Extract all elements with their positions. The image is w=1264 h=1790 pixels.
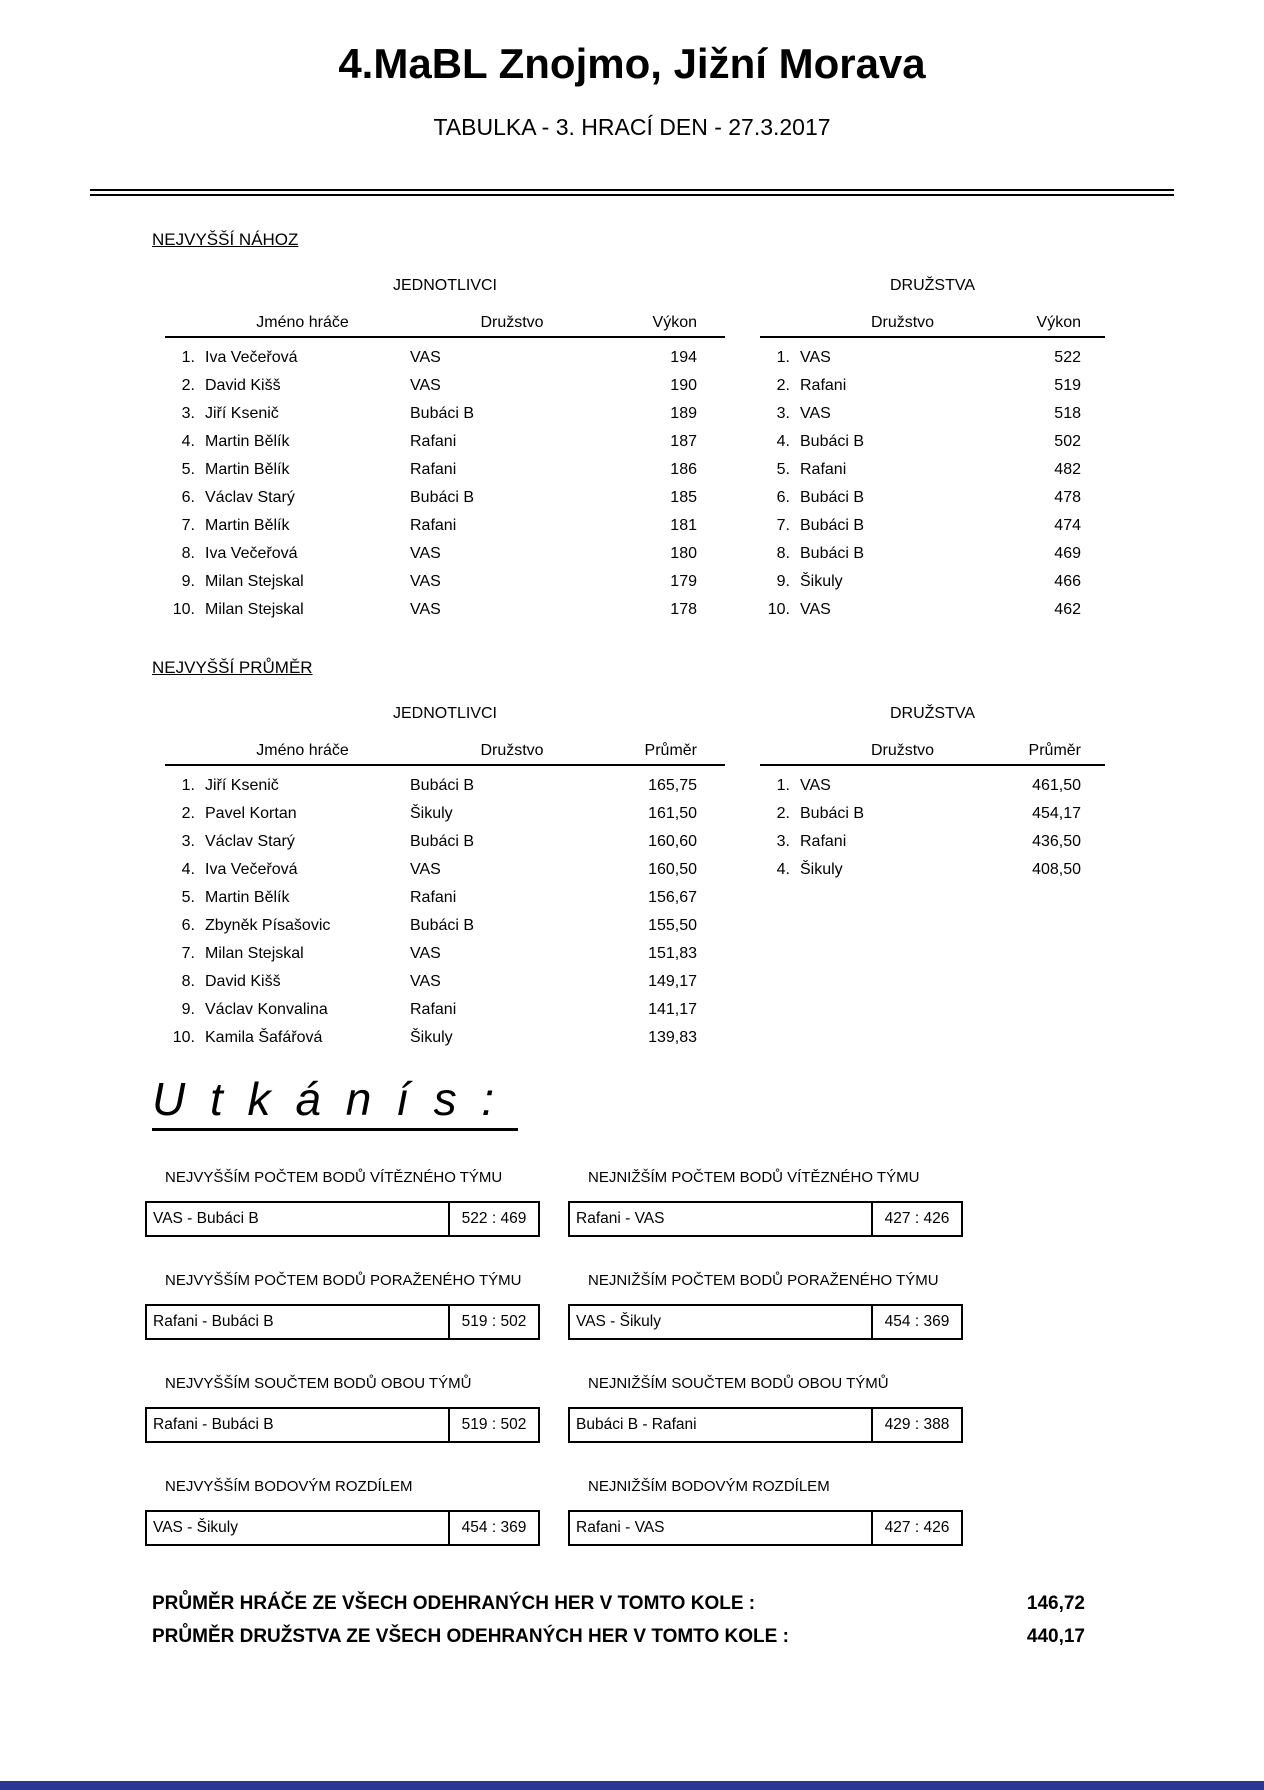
player-name-cell: Martin Bělík <box>205 889 290 907</box>
table-title: JEDNOTLIVCI <box>392 277 497 295</box>
rank-cell: 5. <box>776 461 790 479</box>
value-cell: 161,50 <box>648 805 697 823</box>
table-row <box>165 800 725 828</box>
rank-cell: 10. <box>172 1029 195 1047</box>
rank-cell: 7. <box>181 517 195 535</box>
table-row <box>165 484 725 512</box>
team-cell: Rafani <box>410 889 457 907</box>
rank-cell: 1. <box>181 777 195 795</box>
value-cell: 149,17 <box>648 973 697 991</box>
rank-cell: 6. <box>181 489 195 507</box>
table-row <box>165 828 725 856</box>
team-cell: Rafani <box>800 461 847 479</box>
value-cell: 502 <box>1054 433 1081 451</box>
rank-cell: 9. <box>776 573 790 591</box>
section-heading-prumer: NEJVYŠŠÍ PRŮMĚR <box>152 658 313 678</box>
table-row <box>760 400 1105 428</box>
rank-cell: 2. <box>181 805 195 823</box>
column-header-value: Průměr <box>644 742 697 760</box>
value-cell: 178 <box>670 601 697 619</box>
table-row <box>165 968 725 996</box>
match-stat-box <box>568 1304 963 1340</box>
column-header-name: Jméno hráče <box>256 314 349 332</box>
value-cell: 478 <box>1054 489 1081 507</box>
value-cell: 462 <box>1054 601 1081 619</box>
player-name-cell: David Kišš <box>205 377 281 395</box>
table-row <box>760 512 1105 540</box>
nahoz-tables <box>165 250 1264 624</box>
player-name-cell: Václav Konvalina <box>205 1001 328 1019</box>
match-score: 454 : 369 <box>448 1512 538 1544</box>
prumer-tables <box>165 678 1264 1052</box>
team-cell: Bubáci B <box>410 405 475 423</box>
team-cell: Rafani <box>410 461 457 479</box>
rank-cell: 3. <box>776 833 790 851</box>
table-row <box>760 828 1105 856</box>
table-row <box>165 856 725 884</box>
match-teams: VAS - Šikuly <box>153 1519 238 1537</box>
player-name-cell: Martin Bělík <box>205 461 290 479</box>
match-stat-label: NEJNIŽŠÍM POČTEM BODŮ PORAŽENÉHO TÝMU <box>588 1272 939 1290</box>
team-cell: Bubáci B <box>800 805 865 823</box>
match-stat-box <box>145 1201 540 1237</box>
rank-cell: 3. <box>181 405 195 423</box>
team-cell: Šikuly <box>410 1029 453 1047</box>
team-cell: VAS <box>410 377 441 395</box>
value-cell: 160,60 <box>648 833 697 851</box>
table-title: DRUŽSTVA <box>889 277 976 295</box>
value-cell: 466 <box>1054 573 1081 591</box>
team-cell: Bubáci B <box>800 545 865 563</box>
rank-cell: 7. <box>776 517 790 535</box>
value-cell: 461,50 <box>1032 777 1081 795</box>
rank-cell: 3. <box>181 833 195 851</box>
table-row <box>165 400 725 428</box>
value-cell: 181 <box>670 517 697 535</box>
player-name-cell: Milan Stejskal <box>205 601 304 619</box>
table-title: JEDNOTLIVCI <box>392 705 497 723</box>
match-teams: Bubáci B - Rafani <box>576 1416 697 1434</box>
value-cell: 180 <box>670 545 697 563</box>
column-header-value: Průměr <box>1028 742 1081 760</box>
rank-cell: 1. <box>776 777 790 795</box>
team-cell: Rafani <box>800 377 847 395</box>
value-cell: 454,17 <box>1032 805 1081 823</box>
table-row <box>760 428 1105 456</box>
value-cell: 186 <box>670 461 697 479</box>
value-cell: 469 <box>1054 545 1081 563</box>
match-stat-cell <box>568 1375 963 1443</box>
match-stat-label: NEJNIŽŠÍM SOUČTEM BODŮ OBOU TÝMŮ <box>588 1375 889 1393</box>
team-cell: Bubáci B <box>800 517 865 535</box>
table-row <box>760 856 1105 884</box>
team-cell: Šikuly <box>800 861 843 879</box>
player-name-cell: Milan Stejskal <box>205 573 304 591</box>
match-stat-box <box>145 1510 540 1546</box>
rank-cell: 8. <box>776 545 790 563</box>
table-row <box>165 512 725 540</box>
match-teams: Rafani - Bubáci B <box>153 1416 274 1434</box>
team-cell: Bubáci B <box>410 777 475 795</box>
doc-header <box>90 0 1174 139</box>
section-heading-utkani: U t k á n í s : <box>152 1076 518 1131</box>
table-body <box>165 766 725 1052</box>
value-cell: 165,75 <box>648 777 697 795</box>
match-score: 519 : 502 <box>448 1409 538 1441</box>
column-header-value: Výkon <box>652 314 697 332</box>
match-score: 427 : 426 <box>871 1203 961 1235</box>
value-cell: 519 <box>1054 377 1081 395</box>
player-name-cell: Václav Starý <box>205 833 295 851</box>
rank-cell: 9. <box>181 573 195 591</box>
table-body <box>760 766 1105 884</box>
column-header-name: Jméno hráče <box>256 742 349 760</box>
player-name-cell: Pavel Kortan <box>205 805 297 823</box>
divider-double-rule <box>90 189 1174 196</box>
table-row <box>165 772 725 800</box>
value-cell: 156,67 <box>648 889 697 907</box>
table-row <box>760 772 1105 800</box>
match-stat-label: NEJNIŽŠÍM BODOVÝM ROZDÍLEM <box>588 1478 830 1496</box>
value-cell: 408,50 <box>1032 861 1081 879</box>
table-header-row <box>165 313 725 338</box>
player-name-cell: Martin Bělík <box>205 433 290 451</box>
team-cell: Šikuly <box>410 805 453 823</box>
match-stat-cell <box>568 1272 963 1340</box>
rank-cell: 9. <box>181 1001 195 1019</box>
value-cell: 187 <box>670 433 697 451</box>
value-cell: 185 <box>670 489 697 507</box>
table-row <box>760 540 1105 568</box>
rank-cell: 2. <box>776 805 790 823</box>
utkani-boxes <box>145 1169 1264 1546</box>
player-name-cell: David Kišš <box>205 973 281 991</box>
match-stat-label: NEJVYŠŠÍM POČTEM BODŮ VÍTĚZNÉHO TÝMU <box>165 1169 503 1187</box>
team-cell: Rafani <box>410 1001 457 1019</box>
team-cell: Bubáci B <box>800 489 865 507</box>
team-cell: VAS <box>800 777 831 795</box>
match-teams: Rafani - VAS <box>576 1210 665 1228</box>
prumer-individuals-table <box>165 678 725 1052</box>
value-cell: 160,50 <box>648 861 697 879</box>
column-header-team: Družstvo <box>480 742 544 760</box>
summary-value: 440,17 <box>1026 1626 1085 1648</box>
player-name-cell: Milan Stejskal <box>205 945 304 963</box>
match-stat-cell <box>145 1272 540 1340</box>
player-name-cell: Iva Večeřová <box>205 545 298 563</box>
table-row <box>760 484 1105 512</box>
summary-block <box>152 1592 1085 1649</box>
rank-cell: 4. <box>181 433 195 451</box>
footer-bar <box>0 1781 1264 1790</box>
rank-cell: 5. <box>181 461 195 479</box>
value-cell: 139,83 <box>648 1029 697 1047</box>
match-score: 519 : 502 <box>448 1306 538 1338</box>
match-score: 429 : 388 <box>871 1409 961 1441</box>
team-cell: VAS <box>410 601 441 619</box>
table-row <box>165 568 725 596</box>
table-row <box>165 596 725 624</box>
column-header-team: Družstvo <box>480 314 544 332</box>
rank-cell: 8. <box>181 973 195 991</box>
value-cell: 474 <box>1054 517 1081 535</box>
team-cell: Bubáci B <box>800 433 865 451</box>
player-name-cell: Martin Bělík <box>205 517 290 535</box>
table-row <box>165 344 725 372</box>
value-cell: 141,17 <box>648 1001 697 1019</box>
table-row <box>760 800 1105 828</box>
table-row <box>165 912 725 940</box>
rank-cell: 4. <box>776 861 790 879</box>
value-cell: 190 <box>670 377 697 395</box>
rank-cell: 1. <box>776 349 790 367</box>
table-body <box>760 338 1105 624</box>
match-score: 427 : 426 <box>871 1512 961 1544</box>
rank-cell: 4. <box>181 861 195 879</box>
match-stat-box <box>568 1510 963 1546</box>
table-header-row <box>760 313 1105 338</box>
match-teams: VAS - Bubáci B <box>153 1210 259 1228</box>
rank-cell: 8. <box>181 545 195 563</box>
nahoz-individuals-table <box>165 250 725 624</box>
rank-cell: 10. <box>767 601 790 619</box>
table-row <box>760 568 1105 596</box>
match-teams: VAS - Šikuly <box>576 1313 661 1331</box>
rank-cell: 6. <box>181 917 195 935</box>
match-stat-box <box>568 1201 963 1237</box>
team-cell: Bubáci B <box>410 917 475 935</box>
summary-row <box>152 1625 1085 1649</box>
team-cell: Rafani <box>410 517 457 535</box>
team-cell: VAS <box>800 601 831 619</box>
value-cell: 522 <box>1054 349 1081 367</box>
match-stat-label: NEJVYŠŠÍM BODOVÝM ROZDÍLEM <box>165 1478 413 1496</box>
table-row <box>165 372 725 400</box>
team-cell: Šikuly <box>800 573 843 591</box>
team-cell: Rafani <box>410 433 457 451</box>
summary-label: PRŮMĚR HRÁČE ZE VŠECH ODEHRANÝCH HER V TOMTO KOLE : <box>152 1593 756 1615</box>
value-cell: 518 <box>1054 405 1081 423</box>
column-header-value: Výkon <box>1036 314 1081 332</box>
summary-label: PRŮMĚR DRUŽSTVA ZE VŠECH ODEHRANÝCH HER V TOMTO KOLE : <box>152 1626 789 1648</box>
column-header-team: Družstvo <box>870 742 935 760</box>
table-row <box>165 884 725 912</box>
match-stat-label: NEJVYŠŠÍM POČTEM BODŮ PORAŽENÉHO TÝMU <box>165 1272 522 1290</box>
match-stat-label: NEJVYŠŠÍM SOUČTEM BODŮ OBOU TÝMŮ <box>165 1375 472 1393</box>
table-row <box>165 1024 725 1052</box>
prumer-teams-table <box>760 678 1105 884</box>
match-stat-cell <box>145 1169 540 1237</box>
match-stat-label: NEJNIŽŠÍM POČTEM BODŮ VÍTĚZNÉHO TÝMU <box>588 1169 920 1187</box>
player-name-cell: Zbyněk Písašovic <box>205 917 331 935</box>
value-cell: 194 <box>670 349 697 367</box>
nahoz-teams-table <box>760 250 1105 624</box>
value-cell: 151,83 <box>648 945 697 963</box>
match-score: 522 : 469 <box>448 1203 538 1235</box>
table-body <box>165 338 725 624</box>
player-name-cell: Iva Večeřová <box>205 349 298 367</box>
table-title: DRUŽSTVA <box>889 705 976 723</box>
rank-cell: 1. <box>181 349 195 367</box>
table-row <box>165 940 725 968</box>
value-cell: 189 <box>670 405 697 423</box>
team-cell: VAS <box>410 349 441 367</box>
match-stat-box <box>145 1304 540 1340</box>
team-cell: VAS <box>410 945 441 963</box>
match-stat-cell <box>145 1478 540 1546</box>
table-row <box>165 428 725 456</box>
table-row <box>165 996 725 1024</box>
table-row <box>760 372 1105 400</box>
rank-cell: 2. <box>776 377 790 395</box>
team-cell: VAS <box>410 573 441 591</box>
summary-row <box>152 1592 1085 1616</box>
player-name-cell: Iva Večeřová <box>205 861 298 879</box>
page-subtitle: TABULKA - 3. HRACÍ DEN - 27.3.2017 <box>433 114 831 141</box>
match-stat-cell <box>568 1169 963 1237</box>
table-row <box>760 344 1105 372</box>
table-row <box>165 456 725 484</box>
table-row <box>760 596 1105 624</box>
match-stat-box <box>145 1407 540 1443</box>
team-cell: Bubáci B <box>410 833 475 851</box>
match-stat-cell <box>145 1375 540 1443</box>
team-cell: VAS <box>410 861 441 879</box>
table-row <box>760 456 1105 484</box>
rank-cell: 10. <box>172 601 195 619</box>
value-cell: 155,50 <box>648 917 697 935</box>
rank-cell: 2. <box>181 377 195 395</box>
column-header-team: Družstvo <box>870 314 935 332</box>
rank-cell: 3. <box>776 405 790 423</box>
table-header-row <box>165 741 725 766</box>
player-name-cell: Václav Starý <box>205 489 295 507</box>
match-stat-box <box>568 1407 963 1443</box>
player-name-cell: Kamila Šafářová <box>205 1029 323 1047</box>
team-cell: VAS <box>410 973 441 991</box>
match-score: 454 : 369 <box>871 1306 961 1338</box>
match-teams: Rafani - Bubáci B <box>153 1313 274 1331</box>
team-cell: Rafani <box>800 833 847 851</box>
value-cell: 436,50 <box>1032 833 1081 851</box>
section-heading-nahoz: NEJVYŠŠÍ NÁHOZ <box>152 230 299 250</box>
rank-cell: 6. <box>776 489 790 507</box>
player-name-cell: Jiří Ksenič <box>205 405 279 423</box>
table-header-row <box>760 741 1105 766</box>
rank-cell: 4. <box>776 433 790 451</box>
value-cell: 482 <box>1054 461 1081 479</box>
team-cell: Bubáci B <box>410 489 475 507</box>
page-title: 4.MaBL Znojmo, Jižní Morava <box>338 40 926 87</box>
team-cell: VAS <box>800 349 831 367</box>
rank-cell: 5. <box>181 889 195 907</box>
value-cell: 179 <box>670 573 697 591</box>
team-cell: VAS <box>800 405 831 423</box>
team-cell: VAS <box>410 545 441 563</box>
table-row <box>165 540 725 568</box>
match-teams: Rafani - VAS <box>576 1519 665 1537</box>
rank-cell: 7. <box>181 945 195 963</box>
summary-value: 146,72 <box>1026 1593 1085 1615</box>
player-name-cell: Jiří Ksenič <box>205 777 279 795</box>
match-stat-cell <box>568 1478 963 1546</box>
